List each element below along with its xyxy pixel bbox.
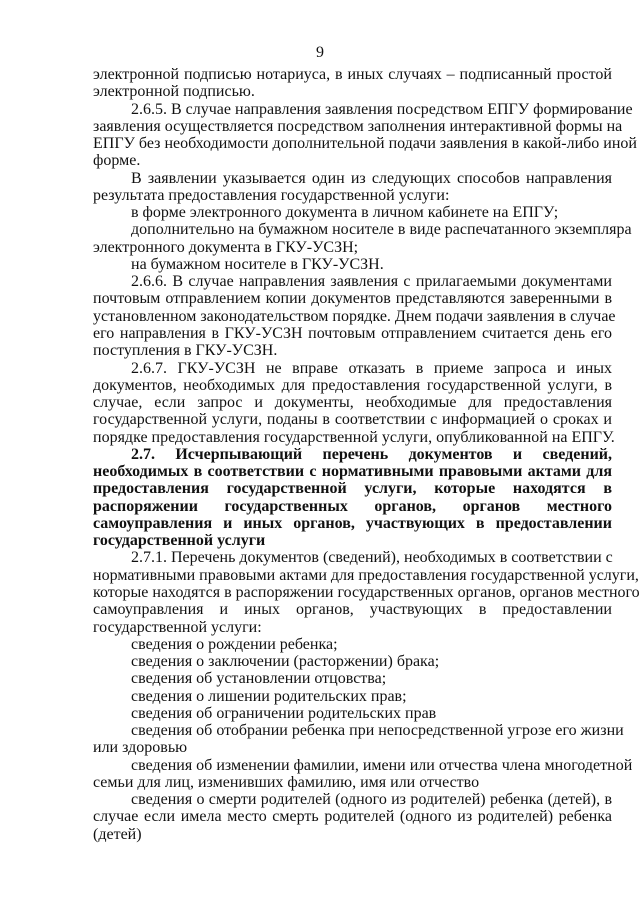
text-line: 2.6.6. В случае направления заявления с прилагаемыми документами <box>131 273 612 291</box>
text-line: сведения об отобрании ребенка при непосредственной угрозе его жизни <box>131 722 624 740</box>
text-line: его направления в ГКУ-УСЗН почтовым отправлением считается день его <box>93 324 612 342</box>
paragraph <box>93 653 612 670</box>
text-line: документов, необходимых для предоставления государственной услуги, в <box>93 376 612 394</box>
text-line: сведения об изменении фамилии, имени или отчества члена многодетной <box>131 756 633 774</box>
text-line: сведения о смерти родителей (одного из родителей) ребенка (детей), в <box>131 791 612 809</box>
text-line: заявления осуществляется посредством заполнения интерактивной формы на <box>93 117 623 135</box>
paragraph <box>93 791 612 843</box>
text-line: или здоровью <box>93 739 188 757</box>
paragraph <box>93 359 615 446</box>
document-body <box>93 66 640 843</box>
text-line: ЕПГУ без необходимости дополнительной подачи заявления в какой-либо иной <box>93 135 637 153</box>
text-line: электронного документа в ГКУ-УСЗН; <box>93 238 359 256</box>
paragraph <box>93 100 637 170</box>
text-line: предоставления государственной услуги, которые находятся в <box>93 480 612 498</box>
paragraph <box>93 636 612 653</box>
text-line: на бумажном носителе в ГКУ-УСЗН. <box>131 255 384 273</box>
text-line: случае если имела место смерть родителей (одного из родителей) ребенка <box>93 808 612 826</box>
text-line: нормативными правовыми актами для предоставления государственной услуги, <box>93 566 639 584</box>
section-heading <box>93 446 612 550</box>
text-line: поступления в ГКУ-УСЗН. <box>93 342 278 360</box>
text-line: сведения об ограничении родительских прав <box>131 704 437 722</box>
text-line: необходимых в соответствии с нормативными правовыми актами для <box>93 463 612 481</box>
text-line: 2.7.1. Перечень документов (сведений), необходимых в соответствии с <box>131 549 613 567</box>
text-line: сведения о заключении (расторжении) брака; <box>131 653 440 671</box>
paragraph <box>93 273 616 360</box>
paragraph <box>93 221 632 256</box>
text-line: 2.6.5. В случае направления заявления посредством ЕПГУ формирование <box>131 100 633 118</box>
paragraph <box>93 688 612 705</box>
page-number: 9 <box>316 44 324 61</box>
text-line: сведения об установлении отцовства; <box>131 670 387 688</box>
text-line: самоуправления и иных органов, участвующих в предоставлении <box>93 601 612 619</box>
text-line: электронной подписью. <box>93 83 255 101</box>
paragraph <box>93 66 612 101</box>
text-line: государственной услуги <box>93 532 266 550</box>
text-line: 2.7. Исчерпывающий перечень документов и сведений, <box>131 445 612 463</box>
text-line: почтовым отправлением копии документов представляются заверенными в <box>93 290 612 308</box>
text-line: дополнительно на бумажном носителе в виде распечатанного экземпляра <box>131 221 632 239</box>
text-line: (детей) <box>93 825 142 843</box>
paragraph <box>93 756 633 792</box>
text-line: случае, если запрос и документы, необходимые для предоставления <box>93 394 612 412</box>
paragraph <box>93 170 612 205</box>
text-line: государственной услуги: <box>93 618 262 636</box>
text-line: результата предоставления государственной услуги: <box>93 186 450 204</box>
paragraph <box>93 256 612 273</box>
paragraph <box>93 670 612 687</box>
text-line: семьи для лиц, изменивших фамилию, имя или отчество <box>93 773 480 791</box>
paragraph <box>93 705 612 722</box>
text-line: форме. <box>93 152 141 170</box>
text-line: в форме электронного документа в личном кабинете на ЕПГУ; <box>131 204 559 222</box>
paragraph <box>93 204 612 221</box>
text-line: распоряжении государственных органов, органов местного <box>93 497 612 515</box>
text-line: порядке предоставления государственной услуги, опубликованной на ЕПГУ. <box>93 428 615 446</box>
text-line: сведения о рождении ребенка; <box>131 635 338 653</box>
text-line: установленном законодательством порядке. Днем подачи заявления в случае <box>93 307 616 325</box>
text-line: самоуправления и иных органов, участвующих в предоставлении <box>93 514 612 532</box>
paragraph <box>93 549 640 636</box>
text-line: государственной услуги, поданы в соответствии с информацией о сроках и <box>93 411 612 429</box>
text-line: В заявлении указывается один из следующих способов направления <box>131 169 612 187</box>
text-line: сведения о лишении родительских прав; <box>131 687 407 705</box>
text-line: электронной подписью нотариуса, в иных случаях – подписанный простой <box>93 66 612 83</box>
text-line: 2.6.7. ГКУ-УСЗН не вправе отказать в приеме запроса и иных <box>131 359 612 377</box>
paragraph <box>93 722 624 757</box>
text-line: которые находятся в распоряжении государственных органов, органов местного <box>93 583 640 601</box>
